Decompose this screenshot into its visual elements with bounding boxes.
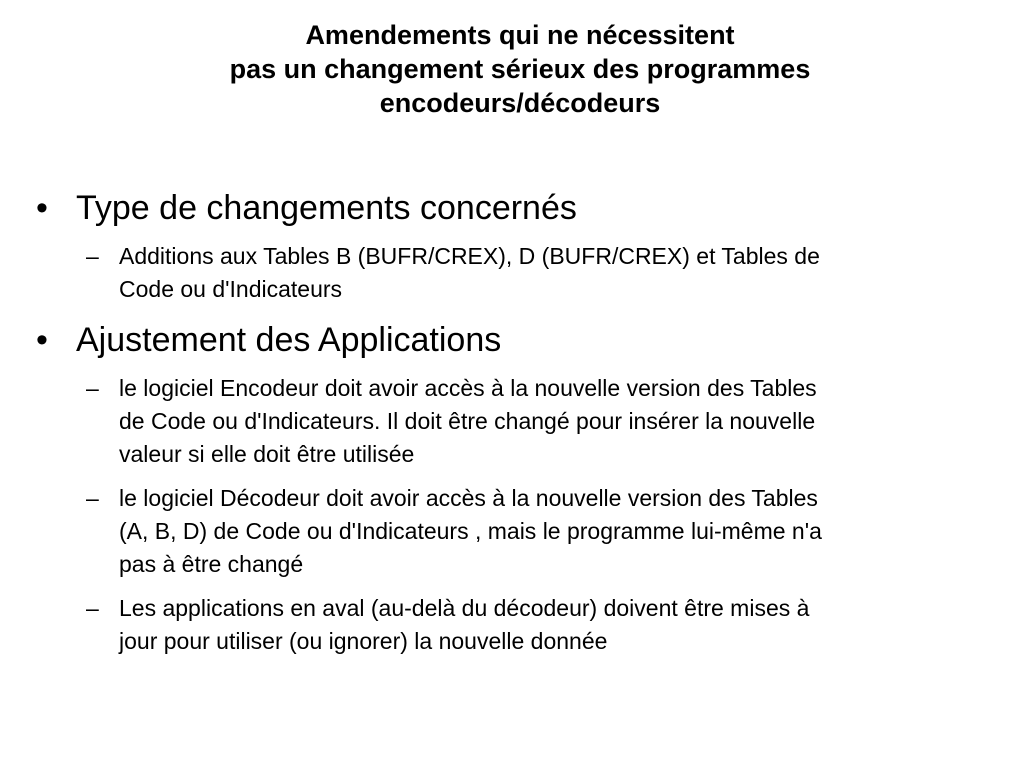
sub-bullet-text — [119, 482, 999, 581]
text-line: pas à être changé — [119, 551, 304, 577]
text-line: le logiciel Décodeur doit avoir accès à la nouvelle version des Tables — [119, 485, 818, 511]
text-line: Les applications en aval (au-delà du décodeur) doivent être mises à — [119, 595, 810, 621]
dash-icon: – — [86, 243, 99, 269]
title-line: encodeurs/décodeurs — [379, 88, 661, 118]
text-line: Code ou d'Indicateurs — [119, 276, 343, 302]
text-line: le logiciel Encodeur doit avoir accès à la nouvelle version des Tables — [119, 375, 817, 401]
text-line: valeur si elle doit être utilisée — [119, 441, 415, 467]
bullet-text: Ajustement des Applications — [76, 321, 502, 359]
bullet-icon: • — [36, 189, 48, 227]
bullet-icon: • — [36, 321, 48, 359]
title-line: Amendements qui ne nécessitent — [305, 20, 735, 50]
dash-icon: – — [86, 595, 99, 621]
title-line: pas un changement sérieux des programmes — [229, 54, 811, 84]
dash-icon: – — [86, 375, 99, 401]
sub-bullet-text — [119, 592, 999, 658]
bullet-text: Type de changements concernés — [76, 189, 577, 227]
dash-icon: – — [86, 485, 99, 511]
text-line: jour pour utiliser (ou ignorer) la nouvelle donnée — [119, 628, 608, 654]
text-line: Additions aux Tables B (BUFR/CREX), D (BUFR/CREX) et Tables de — [119, 243, 820, 269]
text-line: de Code ou d'Indicateurs. Il doit être changé pour insérer la nouvelle — [119, 408, 816, 434]
text-line: (A, B, D) de Code ou d'Indicateurs , mais le programme lui-même n'a — [119, 518, 822, 544]
sub-bullet-text — [119, 372, 999, 471]
sub-bullet-text — [119, 240, 999, 306]
